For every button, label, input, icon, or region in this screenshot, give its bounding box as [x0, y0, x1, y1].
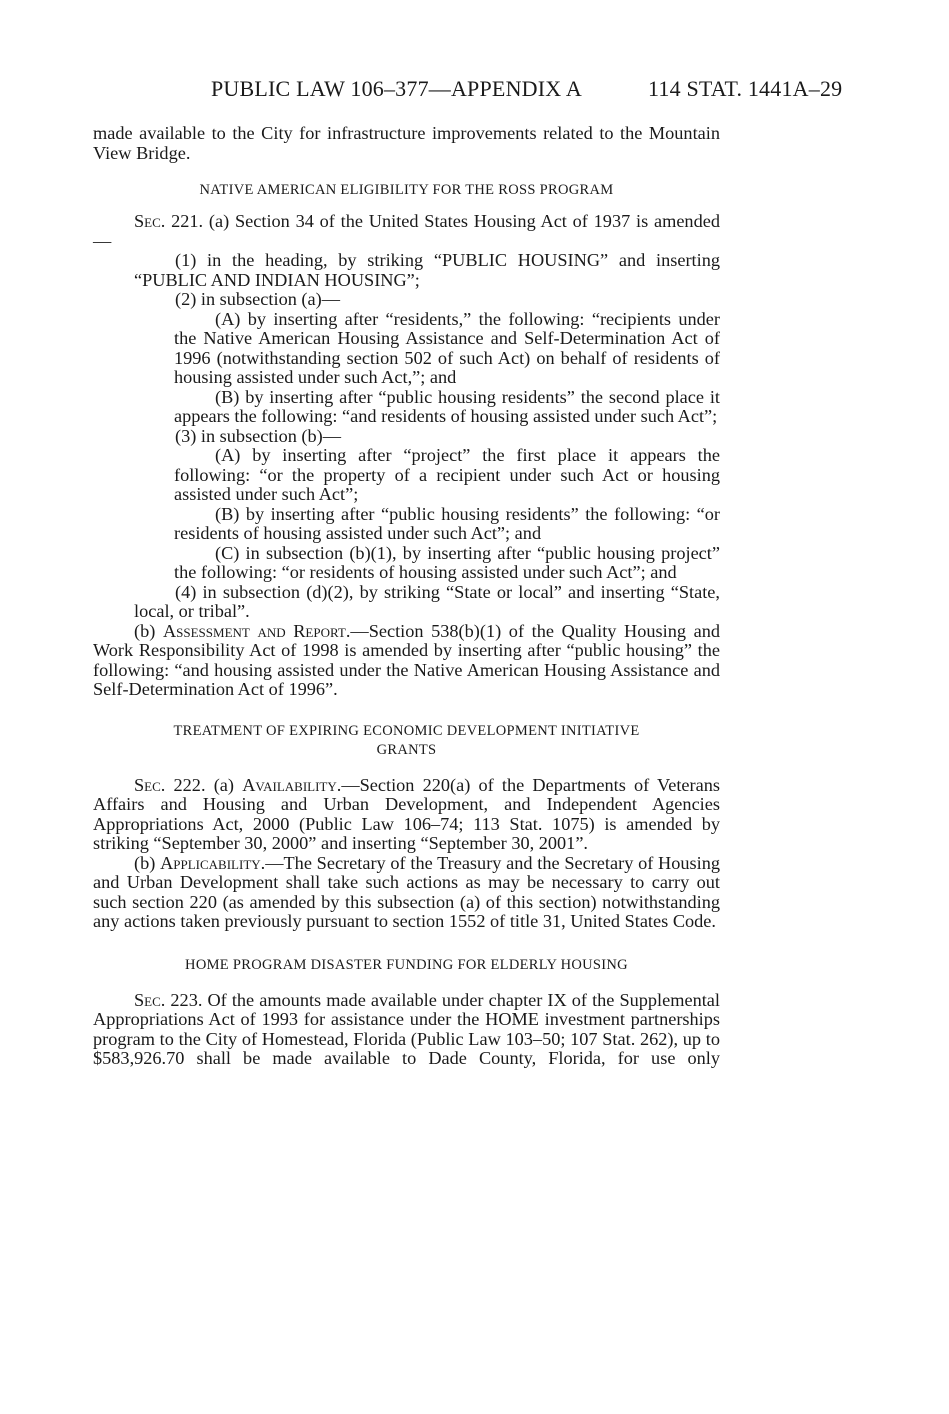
continued-paragraph: made available to the City for infrastructure improvements related to the Mountain View Bridge.	[93, 123, 720, 163]
subsection-a-text: —Section 220(a) of the Departments of Veterans Affairs and Housing and Urban Development, and Independent Agencies Appropriations Act, 2000 (Public Law 106–74; 113 Stat. 1075) is amended by striking “September 30, 2000” and inserting “September 30, 2001”.	[93, 774, 720, 853]
section-222-heading-line-2: GRANTS	[376, 741, 437, 758]
section-223-paragraph	[93, 991, 720, 1069]
section-221-heading: NATIVE AMERICAN ELIGIBILITY FOR THE ROSS PROGRAM	[199, 182, 614, 198]
subsection-b-label: Assessment and Report.	[162, 620, 351, 641]
section-222-b-prefix: (b)	[134, 852, 156, 873]
section-221-para-3b: (B) by inserting after “public housing residents” the following: “or residents of housing assisted under such Act”; and	[174, 503, 720, 543]
section-221-para-1: (1) in the heading, by striking “PUBLIC HOUSING” and inserting “PUBLIC AND INDIAN HOUSING”;	[134, 250, 720, 290]
section-222-heading	[93, 722, 720, 760]
section-221-para-3a: (A) by inserting after “project” the first place it appears the following: “or the property of a recipient under such Act or housing assisted under such Act”;	[174, 445, 720, 504]
running-header-title: PUBLIC LAW 106–377—APPENDIX A	[211, 76, 582, 101]
section-223-heading: HOME PROGRAM DISASTER FUNDING FOR ELDERLY HOUSING	[185, 956, 628, 973]
section-221-label: Sec. 221.	[134, 211, 204, 231]
document-body	[93, 124, 720, 1069]
section-222-subsection-a	[93, 776, 720, 854]
running-header-page: 114 STAT. 1441A–29	[648, 76, 843, 101]
section-222-subsection-b	[93, 854, 720, 932]
section-221-para-4: (4) in subsection (d)(2), by striking “State or local” and inserting “State, local, or tribal”.	[134, 581, 720, 621]
section-222-b-text: —The Secretary of the Treasury and the Secretary of Housing and Urban Development shall take such actions as may be necessary to carry out such section 220 (as amended by this subsection (a) of this section) notwithstanding any actions taken previously pursuant to section 1552 of title 31, United States Code.	[93, 852, 720, 931]
section-221-para-2b: (B) by inserting after “public housing residents” the second place it appears the following: “and residents of housing assisted under such Act”;	[174, 386, 720, 426]
section-222-b-label: Applicability.	[160, 852, 266, 873]
section-221-subsection-b	[93, 622, 720, 700]
section-221-para-2a: (A) by inserting after “residents,” the following: “recipients under the Native American Housing Assistance and Self-Determination Act of 1996 (notwithstanding section 502 of such Act) on behalf of residents of housing assisted under such Act,”; and	[174, 308, 720, 387]
subsection-a-label: Availability.	[242, 774, 342, 795]
section-223-label: Sec. 223.	[134, 989, 203, 1010]
section-222-label: Sec. 222.	[134, 774, 206, 795]
section-221-intro-text: (a) Section 34 of the United States Housing Act of 1937 is amended—	[93, 211, 720, 251]
subsection-b-prefix: (b)	[134, 620, 156, 641]
section-221-para-3: (3) in subsection (b)—	[175, 425, 342, 446]
section-222-heading-line-1: TREATMENT OF EXPIRING ECONOMIC DEVELOPMENT INITIATIVE	[173, 722, 640, 739]
subsection-a-prefix: (a)	[213, 774, 234, 795]
section-221-para-2: (2) in subsection (a)—	[175, 289, 340, 309]
section-221-intro	[93, 212, 720, 251]
subsection-b-text: —Section 538(b)(1) of the Quality Housing and Work Responsibility Act of 1998 is amended by inserting after “public housing” the following: “and housing assisted under the Native American Housing Assistance and Self-Determination Act of 1996”.	[93, 620, 721, 699]
section-221-para-3c: (C) in subsection (b)(1), by inserting after “public housing project” the following: “or residents of housing assisted under such Act”; and	[174, 542, 720, 582]
section-223-text: Of the amounts made available under chapter IX of the Supplemental Appropriations Act of 1993 for assistance under the HOME investment partnerships program to the City of Homestead, Florida (Public Law 103–50; 107 Stat. 262), up to $583,926.70 shall be made available to Dade County, Florida, for use only	[93, 989, 720, 1068]
